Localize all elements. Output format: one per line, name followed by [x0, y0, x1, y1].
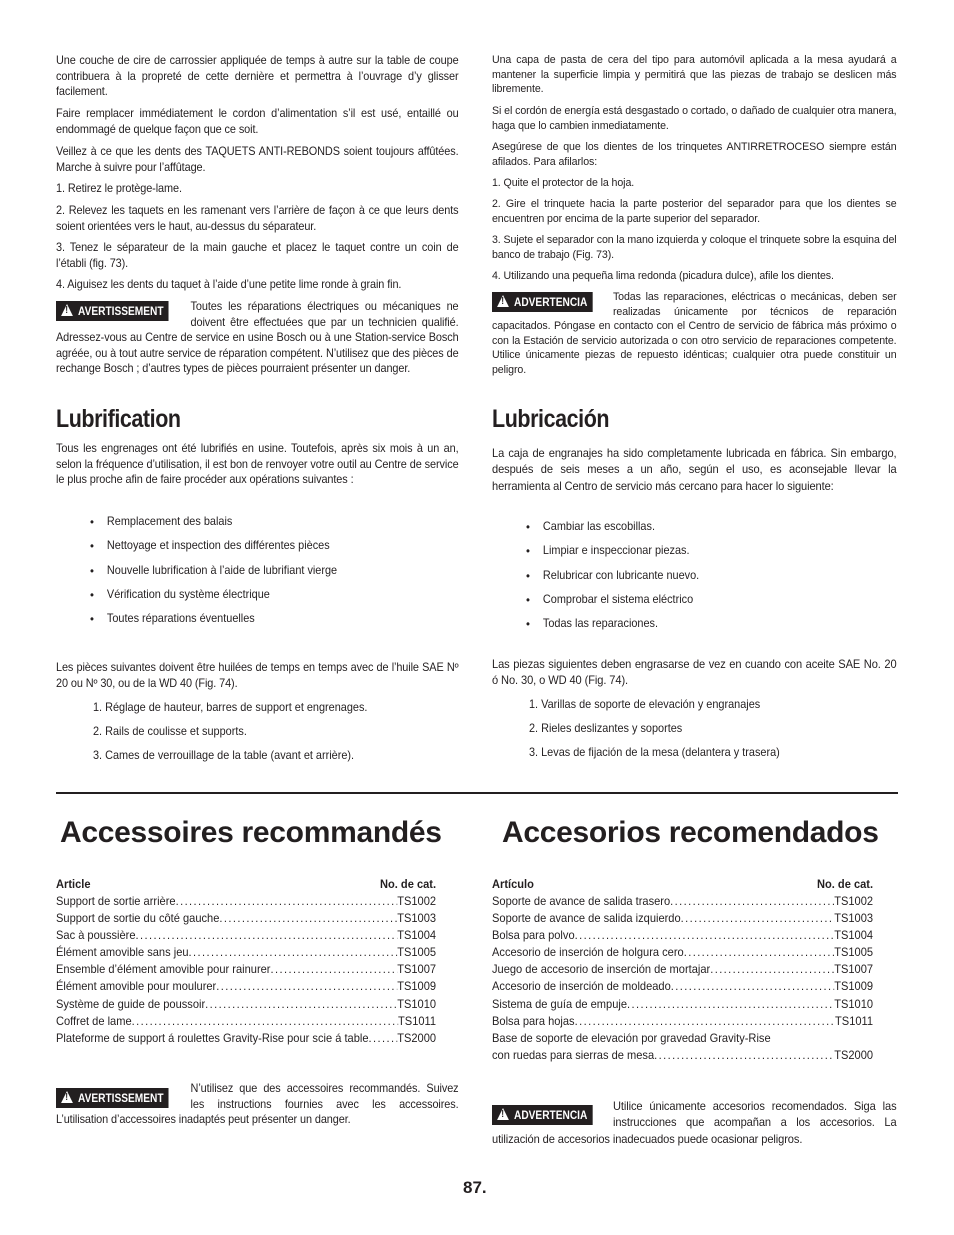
es-lubrication-intro: La caja de engranajes ha sido completamente lubricada en fábrica. Sin embargo, después de seis meses a un año, según el uso, es aconsejable llevar la herramienta al Centro de servicio más cercano para hacer lo siguiente:: [492, 446, 897, 493]
table-header: Article No. de cat.: [56, 877, 437, 891]
table-row: Coffret de lame ..... TS1011: [56, 1013, 436, 1030]
fr-oil-list: [93, 700, 460, 772]
es-oil-list: [529, 697, 898, 769]
fr-cord-paragraph: Faire remplacer immédiatement le cordon d’alimentation s’il est usé, entaillé ou endommagé de quelque façon que ce soit.: [56, 107, 459, 136]
list-item: • Todas las reparaciones.: [526, 616, 876, 640]
table-row: Soporte de avance de salida trasero ..... TS1002: [492, 893, 873, 910]
warning-badge: !ADVERTENCIA: [492, 292, 592, 312]
es-step-1: 1. Quite el protector de la hoja.: [492, 177, 635, 189]
fr-wax-paragraph: Une couche de cire de carrossier appliquée de temps à autre sur la table de coupe contribuera à la propreté de cette dernière et permettra à l’ouvrage d’y glisser facilement.: [56, 54, 459, 99]
table-row: Bolsa para polvo ..... TS1004: [492, 927, 873, 944]
fr-step-2: 2. Relevez les taquets en les ramenant vers l’arrière de façon à ce que leurs dents soient orientées vers le haut, au-dessus du séparateur.: [56, 204, 459, 233]
fr-accessories-table: [56, 876, 436, 1047]
warning-badge: !AVERTISSEMENT: [56, 1088, 169, 1108]
es-wax-paragraph: Una capa de pasta de cera del tipo para automóvil aplicada a la mesa ayudará a mantener la superficie limpia y permitirá que las piezas de trabajo se deslicen más libremente.: [492, 54, 897, 96]
fr-oil-intro: Les pièces suivantes doivent être huilées de temps en temps avec de l’huile SAE Nº 20 ou Nº 30, ou de la WD 40 (Fig. 74).: [56, 661, 459, 690]
fr-warning-accessories: [56, 1081, 460, 1128]
es-lubrication-heading: Lubricación: [492, 405, 610, 433]
es-warning-accessories: [492, 1098, 898, 1147]
list-item: • Nettoyage et inspection des différentes pièces: [90, 538, 438, 562]
es-pawl-paragraph: Asegúrese de que los dientes de los trinquetes ANTIRRETROCESO siempre están afilados. Para afilarlos:: [492, 141, 897, 168]
es-step-2: 2. Gire el trinquete hacia la parte posterior del separador para que los dientes se encuentren por encima de la parte superior del separador.: [492, 198, 897, 225]
list-item: • Nouvelle lubrification à l’aide de lubrifiant vierge: [90, 563, 438, 587]
fr-warning-accessories-text: N’utilisez que des accessoires recommandés. Suivez les instructions fournies avec les accessoires. L’utilisation d’accessoires inadaptés peut présenter un danger.: [56, 1082, 459, 1127]
fr-accessories-heading: Accessoires recommandés: [60, 816, 442, 849]
es-warning-repairs: [492, 290, 898, 378]
es-cord-paragraph: Si el cordón de energía está desgastado o cortado, o dañado de cualquier otra manera, haga que lo cambien inmediatamente.: [492, 105, 897, 132]
list-item: 2. Rails de coulisse et supports.: [93, 725, 247, 738]
list-item: • Relubricar con lubricante nuevo.: [526, 568, 876, 592]
table-row: Accesorio de inserción de moldeado ..... TS1009: [492, 978, 873, 995]
list-item: 3. Cames de verrouillage de la table (avant et arrière).: [93, 749, 355, 762]
warning-triangle-icon: [61, 304, 73, 316]
list-item: • Remplacement des balais: [90, 514, 438, 538]
list-item: 1. Varillas de soporte de elevación y engranajes: [529, 698, 761, 711]
table-row: Bolsa para hojas ..... TS1011: [492, 1013, 873, 1030]
list-item: • Toutes réparations éventuelles: [90, 611, 438, 635]
fr-step-1: 1. Retirez le protège-lame.: [56, 182, 182, 195]
es-warning-accessories-text: Utilice únicamente accesorios recomendados. Siga las instrucciones que acompañan a los accesorios. La utilización de accesorios inadecuados puede ocasionar peligros.: [492, 1099, 897, 1146]
es-service-list: [526, 519, 898, 640]
fr-warning-repairs: [56, 299, 460, 377]
table-row: Support de sortie arrière ..... TS1002: [56, 893, 436, 910]
section-divider: [56, 792, 898, 794]
table-row: Sistema de guía de empuje ..... TS1010: [492, 996, 873, 1013]
table-row: Élément amovible pour moulurer ..... TS1009: [56, 978, 436, 995]
es-step-4: 4. Utilizando una pequeña lima redonda (picadura dulce), afile los dientes.: [492, 270, 834, 282]
fr-lubrication-intro: Tous les engrenages ont été lubrifiés en usine. Toutefois, après six mois à un an, selon la fréquence d’utilisation, il est bon de renvoyer votre outil au Centre de service le plus proche afin de faire procéder aux opérations suivantes :: [56, 442, 459, 487]
fr-step-3: 3. Tenez le séparateur de la main gauche et placez le taquet contre un coin de l’établi (fig. 73).: [56, 241, 459, 270]
table-row: Ensemble d’élément amovible pour rainurer ..... TS1007: [56, 961, 436, 978]
list-item: 1. Réglage de hauteur, barres de support et engrenages.: [93, 701, 368, 714]
table-header: Artículo No. de cat.: [492, 877, 874, 891]
table-row: Base de soporte de elevación por gravedad Gravity-Rise: [492, 1030, 771, 1045]
table-row: Plateforme de support á roulettes Gravity-Rise pour scie á table ..... TS2000: [56, 1030, 436, 1047]
table-row: Élément amovible sans jeu ..... TS1005: [56, 944, 436, 961]
page-number: 87.: [463, 1178, 487, 1197]
fr-step-4: 4. Aiguisez les dents du taquet à l’aide d’une petite lime ronde à grain fin.: [56, 278, 402, 291]
fr-pawl-paragraph: Veillez à ce que les dents des TAQUETS ANTI-REBONDS soient toujours affûtées. Marche à suivre pour l’affûtage.: [56, 145, 459, 174]
list-item: • Cambiar las escobillas.: [526, 519, 876, 543]
table-row: Système de guide de poussoir ..... TS1010: [56, 996, 436, 1013]
table-row: Accesorio de inserción de holgura cero ..... TS1005: [492, 944, 873, 961]
es-warning-repairs-text: Todas las reparaciones, eléctricas o mecánicas, deben ser realizadas únicamente por técnicos de reparación capacitados. Póngase en contacto con el Centro de servicio de fábrica más próximo o con la Estación de servicio autorizada o con otro servicio de reparaciones competente. Utilice únicamente piezas de repuesto idénticas; cualquier otra puede constituir un peligro.: [492, 291, 897, 376]
table-row: Support de sortie du côté gauche ..... TS1003: [56, 910, 436, 927]
warning-triangle-icon: [497, 295, 509, 307]
list-item: 2. Rieles deslizantes y soportes: [529, 722, 683, 735]
table-row: Sac à poussière ..... TS1004: [56, 927, 436, 944]
list-item: • Limpiar e inspeccionar piezas.: [526, 543, 876, 567]
fr-warning-repairs-text: Toutes les réparations électriques ou mécaniques ne doivent être effectuées que par un technicien qualifié. Adressez-vous au Centre de service en usine Bosch ou à une Station-service Bosch agréée, ou à tout autre service de réparation compétent. N’utilisez que des pièces de rechange Bosch ; d’autres types de pièces pourraient présenter un danger.: [56, 300, 459, 376]
list-item: • Comprobar el sistema eléctrico: [526, 592, 876, 616]
table-row: Soporte de avance de salida izquierdo ..... TS1003: [492, 910, 873, 927]
es-accessories-table: [492, 876, 873, 1064]
list-item: • Vérification du système électrique: [90, 587, 438, 611]
es-oil-intro: Las piezas siguientes deben engrasarse de vez en cuando con aceite SAE No. 20 ó No. 30, o WD 40 (Fig. 74).: [492, 657, 897, 688]
warning-triangle-icon: [497, 1108, 509, 1120]
table-row: Juego de accesorio de inserción de mortajar ..... TS1007: [492, 961, 873, 978]
warning-badge: !ADVERTENCIA: [492, 1105, 592, 1125]
list-item: 3. Levas de fijación de la mesa (delantera y trasera): [529, 746, 780, 759]
es-step-3: 3. Sujete el separador con la mano izquierda y coloque el trinquete sobre la esquina del banco de trabajo (Fig. 73).: [492, 234, 897, 261]
fr-service-list: [90, 514, 460, 635]
fr-lubrication-heading: Lubrification: [56, 405, 181, 433]
es-accessories-heading: Accesorios recomendados: [502, 816, 879, 849]
table-row: con ruedas para sierras de mesa ..... TS2000: [492, 1047, 873, 1064]
warning-badge: !AVERTISSEMENT: [56, 301, 169, 321]
warning-triangle-icon: [61, 1091, 73, 1103]
